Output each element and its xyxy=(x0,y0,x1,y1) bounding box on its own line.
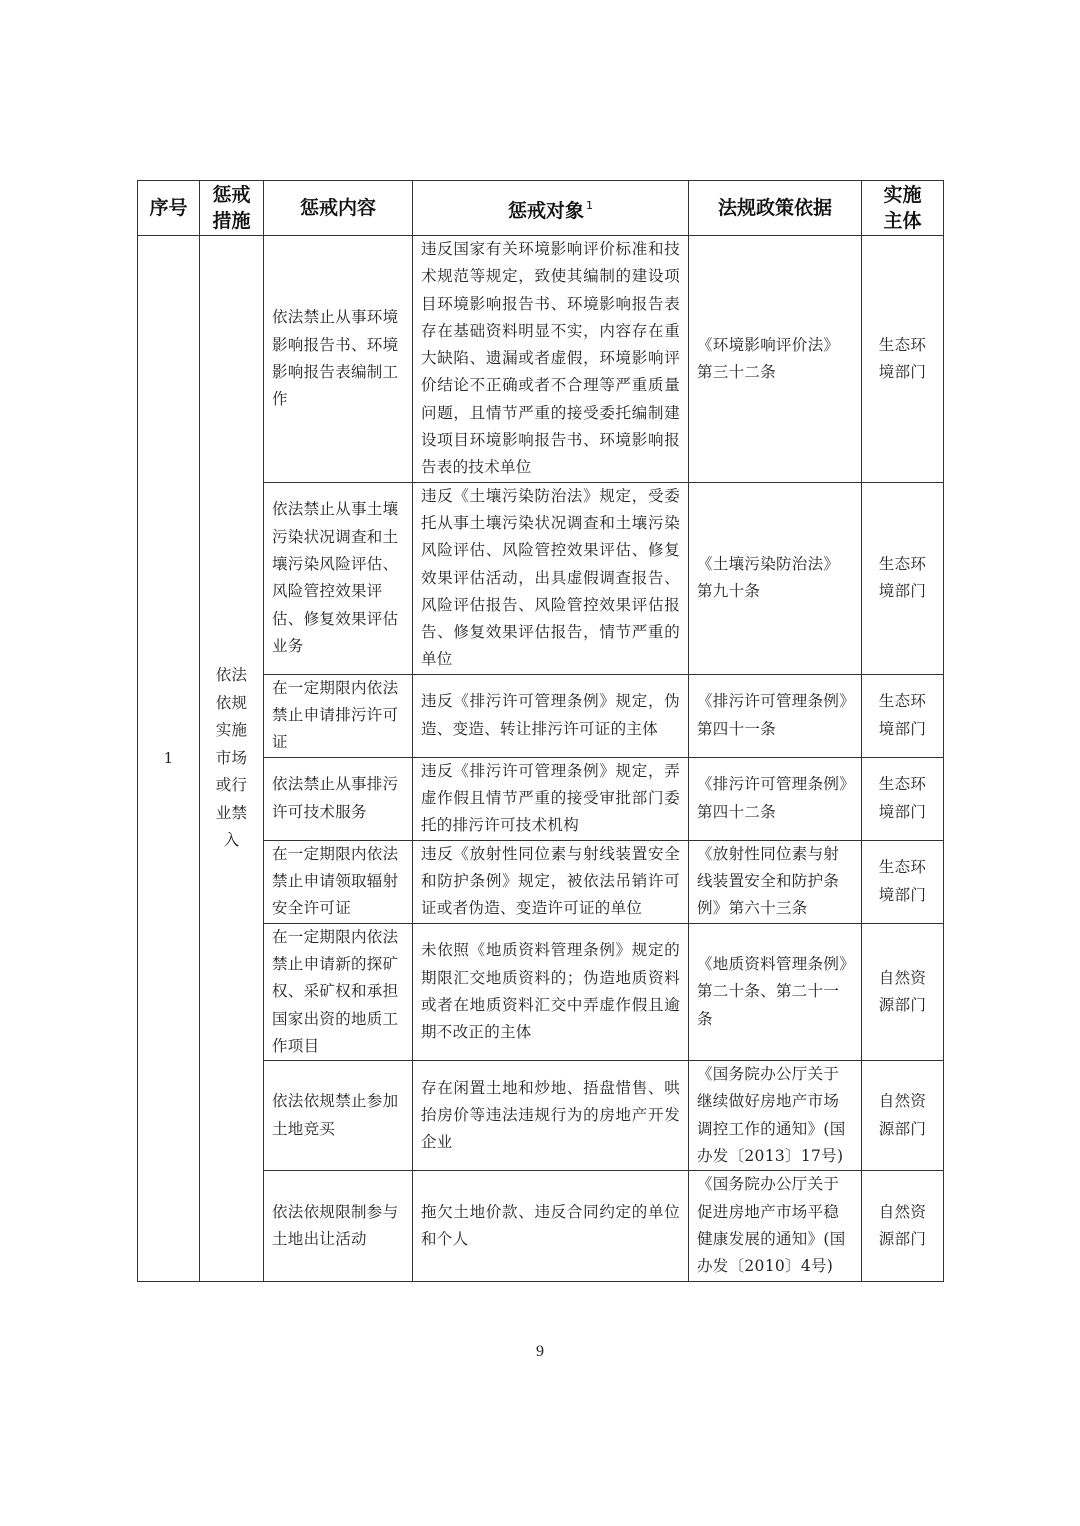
header-measure: 惩戒措施 xyxy=(200,181,264,236)
page-number: 9 xyxy=(536,1343,544,1360)
basis-cell: 《放射性同位素与射线装置安全和防护条例》第六十三条 xyxy=(689,840,862,923)
table-header-row xyxy=(138,181,944,236)
subject-cell: 生态环境部门 xyxy=(862,236,944,483)
object-cell: 违反《土壤污染防治法》规定，受委托从事土壤污染状况调查和土壤污染风险评估、风险管控效果评估、修复效果评估活动，出具虚假调查报告、风险评估报告、风险管控效果评估报告、修复效果评估报告，情节严重的单位 xyxy=(413,482,689,674)
header-seq: 序号 xyxy=(138,181,200,236)
content-cell: 依法禁止从事排污许可技术服务 xyxy=(264,757,413,840)
basis-cell: 《国务院办公厅关于促进房地产市场平稳健康发展的通知》(国办发〔2010〕4号) xyxy=(689,1171,862,1281)
basis-cell: 《环境影响评价法》第三十二条 xyxy=(689,236,862,483)
content-cell: 在一定期限内依法禁止申请新的探矿权、采矿权和承担国家出资的地质工作项目 xyxy=(264,923,413,1060)
content-cell: 在一定期限内依法禁止申请排污许可证 xyxy=(264,674,413,757)
measure-cell: 依法依规实施市场或行业禁入 xyxy=(200,236,264,1282)
subject-cell: 自然资源部门 xyxy=(862,1061,944,1171)
subject-cell: 生态环境部门 xyxy=(862,674,944,757)
table-row xyxy=(138,236,944,483)
object-cell: 未依照《地质资料管理条例》规定的期限汇交地质资料的；伪造地质资料或者在地质资料汇交中弄虚作假且逾期不改正的主体 xyxy=(413,923,689,1060)
object-cell: 存在闲置土地和炒地、捂盘惜售、哄抬房价等违法违规行为的房地产开发企业 xyxy=(413,1061,689,1171)
subject-cell: 自然资源部门 xyxy=(862,1171,944,1281)
subject-cell: 生态环境部门 xyxy=(862,757,944,840)
content-cell: 依法依规限制参与土地出让活动 xyxy=(264,1171,413,1281)
footnote-marker: 1 xyxy=(586,198,593,212)
basis-cell: 《土壤污染防治法》第九十条 xyxy=(689,482,862,674)
object-cell: 违反《排污许可管理条例》规定，弄虚作假且情节严重的接受审批部门委托的排污许可技术机构 xyxy=(413,757,689,840)
header-subject: 实施主体 xyxy=(862,181,944,236)
header-basis: 法规政策依据 xyxy=(689,181,862,236)
object-cell: 拖欠土地价款、违反合同约定的单位和个人 xyxy=(413,1171,689,1281)
subject-cell: 生态环境部门 xyxy=(862,840,944,923)
content-cell: 依法依规禁止参加土地竞买 xyxy=(264,1061,413,1171)
object-cell: 违反《放射性同位素与射线装置安全和防护条例》规定，被依法吊销许可证或者伪造、变造许可证的单位 xyxy=(413,840,689,923)
object-cell: 违反《排污许可管理条例》规定，伪造、变造、转让排污许可证的主体 xyxy=(413,674,689,757)
basis-cell: 《国务院办公厅关于继续做好房地产市场调控工作的通知》(国办发〔2013〕17号) xyxy=(689,1061,862,1171)
basis-cell: 《排污许可管理条例》第四十一条 xyxy=(689,674,862,757)
subject-cell: 生态环境部门 xyxy=(862,482,944,674)
seq-number: 1 xyxy=(138,236,200,1282)
content-cell: 在一定期限内依法禁止申请领取辐射安全许可证 xyxy=(264,840,413,923)
content-cell: 依法禁止从事土壤污染状况调查和土壤污染风险评估、风险管控效果评估、修复效果评估业务 xyxy=(264,482,413,674)
punishment-table xyxy=(137,180,944,1282)
object-cell: 违反国家有关环境影响评价标准和技术规范等规定，致使其编制的建设项目环境影响报告书、环境影响报告表存在基础资料明显不实，内容存在重大缺陷、遗漏或者虚假，环境影响评价结论不正确或者不合理等严重质量问题，且情节严重的接受委托编制建设项目环境影响报告书、环境影响报告表的技术单位 xyxy=(413,236,689,483)
basis-cell: 《地质资料管理条例》第二十条、第二十一条 xyxy=(689,923,862,1060)
header-object: 惩戒对象 $^1$ xyxy=(413,181,689,236)
content-cell: 依法禁止从事环境影响报告书、环境影响报告表编制工作 xyxy=(264,236,413,483)
subject-cell: 自然资源部门 xyxy=(862,923,944,1060)
header-content: 惩戒内容 xyxy=(264,181,413,236)
basis-cell: 《排污许可管理条例》第四十二条 xyxy=(689,757,862,840)
